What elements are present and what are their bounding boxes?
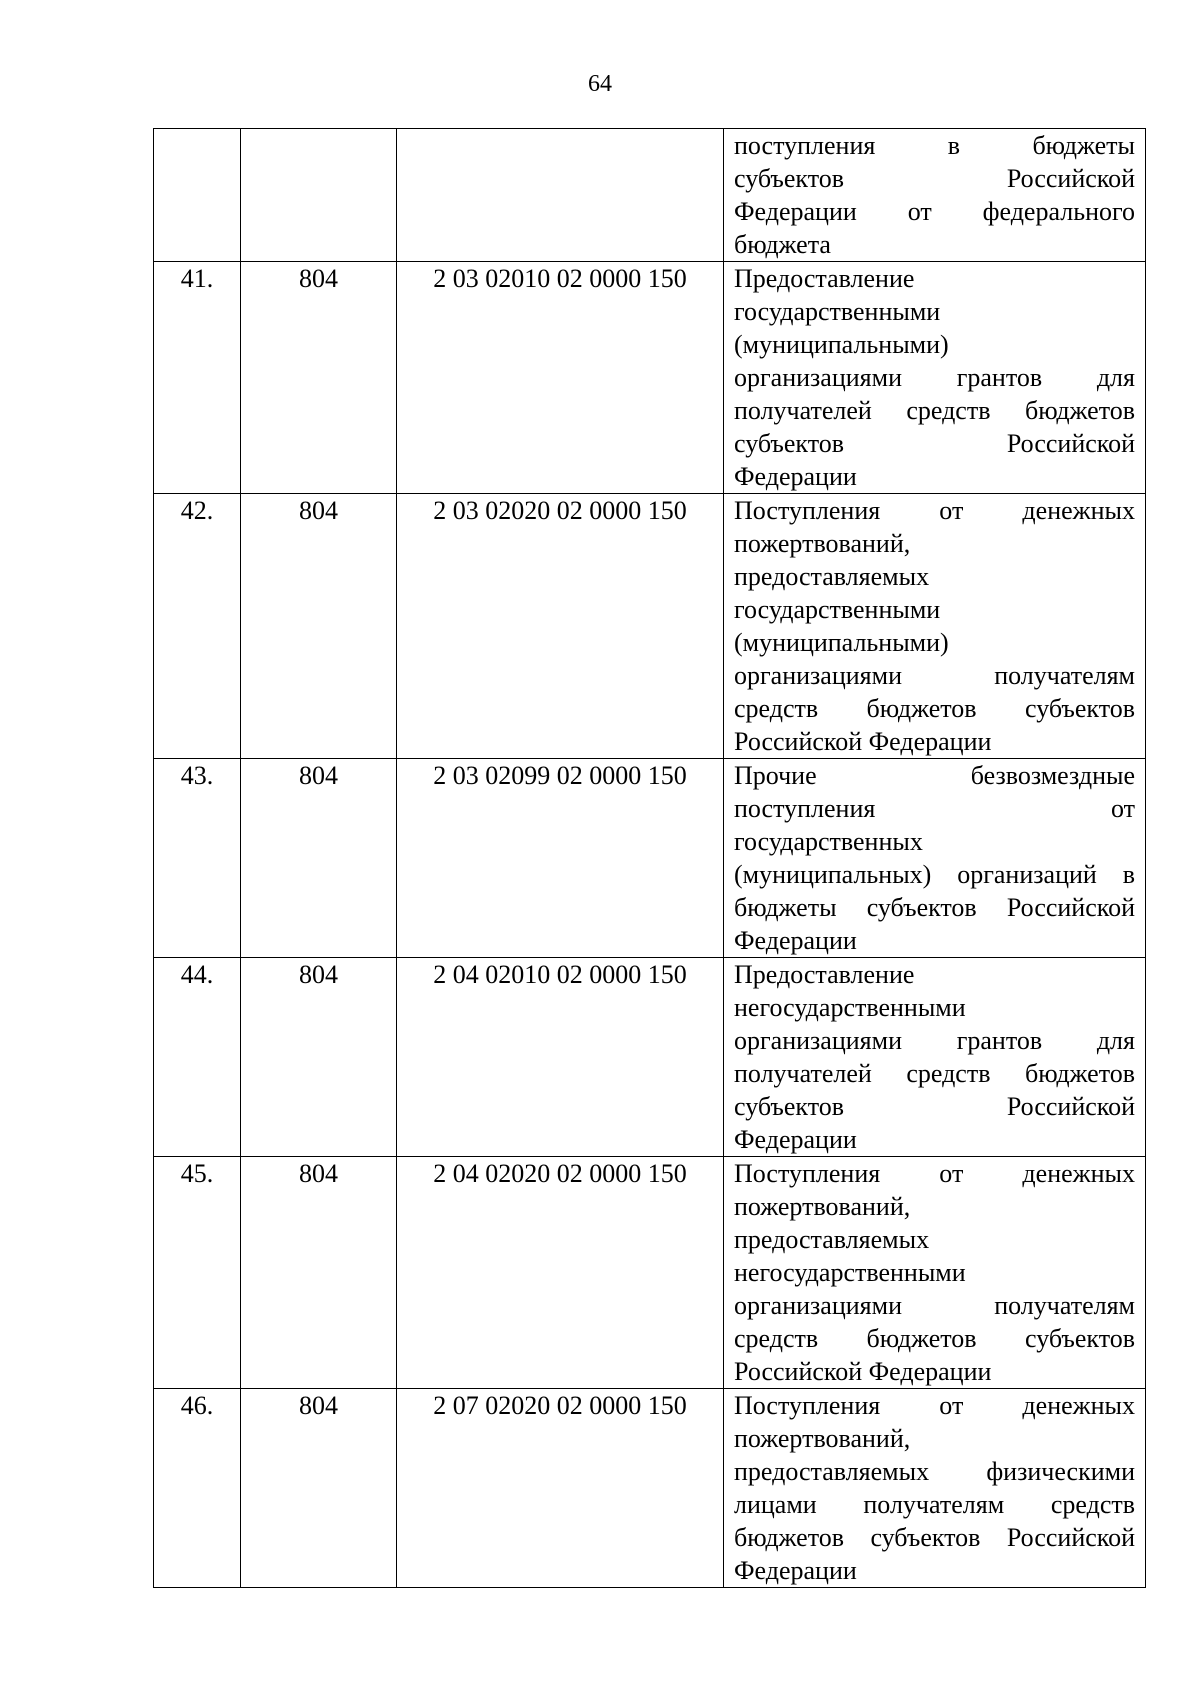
administrator-code-cell: 804: [241, 958, 397, 1157]
description-line: Прочие безвозмездные: [734, 761, 1135, 790]
row-number-cell: 41.: [154, 262, 241, 494]
budget-classification-code-cell: 2 03 02099 02 0000 150: [397, 759, 724, 958]
description-line: (муниципальных) организаций в: [734, 860, 1135, 889]
row-number-cell: [154, 129, 241, 262]
description-line: бюджета: [734, 230, 831, 259]
description-line: средств бюджетов субъектов: [734, 1324, 1135, 1353]
description-line: Российской Федерации: [734, 727, 992, 756]
revenue-description-cell: [724, 759, 1146, 958]
row-number-cell: 43.: [154, 759, 241, 958]
administrator-code-cell: 804: [241, 1389, 397, 1588]
description-line: организациями получателям: [734, 1291, 1135, 1320]
description-line: государственными: [734, 595, 941, 624]
budget-classification-code-cell: 2 04 02020 02 0000 150: [397, 1157, 724, 1389]
description-line: Предоставление: [734, 960, 915, 989]
description-line: Федерации: [734, 926, 857, 955]
revenue-description-cell: [724, 1389, 1146, 1588]
description-line: предоставляемых: [734, 562, 930, 591]
table-row: [154, 494, 1146, 759]
description-line: организациями грантов для: [734, 1026, 1135, 1055]
description-line: Федерации: [734, 1125, 857, 1154]
description-line: бюджеты субъектов Российской: [734, 893, 1135, 922]
description-line: получателей средств бюджетов: [734, 396, 1135, 425]
revenue-description-cell: [724, 1157, 1146, 1389]
description-line: предоставляемых физическими: [734, 1457, 1135, 1486]
description-line: лицами получателям средств: [734, 1490, 1135, 1519]
description-line: субъектов Российской: [734, 164, 1135, 193]
description-line: государственными: [734, 297, 941, 326]
description-line: организациями грантов для: [734, 363, 1135, 392]
administrator-code-cell: 804: [241, 759, 397, 958]
description-line: поступления в бюджеты: [734, 131, 1135, 160]
administrator-code-cell: [241, 129, 397, 262]
description-line: поступления от: [734, 794, 1135, 823]
row-number-cell: 44.: [154, 958, 241, 1157]
description-line: Федерации: [734, 462, 857, 491]
row-number-cell: 42.: [154, 494, 241, 759]
budget-classification-code-cell: 2 04 02010 02 0000 150: [397, 958, 724, 1157]
description-line: субъектов Российской: [734, 429, 1135, 458]
budget-classification-code-cell: 2 07 02020 02 0000 150: [397, 1389, 724, 1588]
description-line: Предоставление: [734, 264, 915, 293]
table-body: [154, 129, 1146, 1588]
description-line: субъектов Российской: [734, 1092, 1135, 1121]
budget-revenue-table: [153, 128, 1146, 1588]
revenue-description-cell: [724, 262, 1146, 494]
description-line: негосударственными: [734, 1258, 966, 1287]
row-number-cell: 46.: [154, 1389, 241, 1588]
description-line: Поступления от денежных: [734, 1391, 1135, 1420]
description-line: Федерации от федерального: [734, 197, 1135, 226]
description-line: Российской Федерации: [734, 1357, 992, 1386]
table-row: [154, 1389, 1146, 1588]
revenue-description-cell: [724, 494, 1146, 759]
administrator-code-cell: 804: [241, 494, 397, 759]
table-row: [154, 958, 1146, 1157]
description-line: пожертвований,: [734, 1424, 911, 1453]
table-row: [154, 759, 1146, 958]
revenue-description-cell: [724, 958, 1146, 1157]
description-line: государственных: [734, 827, 923, 856]
description-line: Поступления от денежных: [734, 496, 1135, 525]
revenue-description-cell: [724, 129, 1146, 262]
description-line: бюджетов субъектов Российской: [734, 1523, 1135, 1552]
description-line: средств бюджетов субъектов: [734, 694, 1135, 723]
table-row: [154, 1157, 1146, 1389]
description-line: Поступления от денежных: [734, 1159, 1135, 1188]
budget-classification-code-cell: [397, 129, 724, 262]
table-row: [154, 262, 1146, 494]
description-line: организациями получателям: [734, 661, 1135, 690]
description-line: пожертвований,: [734, 529, 911, 558]
description-line: предоставляемых: [734, 1225, 930, 1254]
description-line: (муниципальными): [734, 330, 949, 359]
description-line: негосударственными: [734, 993, 966, 1022]
row-number-cell: 45.: [154, 1157, 241, 1389]
administrator-code-cell: 804: [241, 1157, 397, 1389]
continuation-row: [154, 129, 1146, 262]
description-line: (муниципальными): [734, 628, 949, 657]
description-line: пожертвований,: [734, 1192, 911, 1221]
administrator-code-cell: 804: [241, 262, 397, 494]
description-line: получателей средств бюджетов: [734, 1059, 1135, 1088]
budget-classification-code-cell: 2 03 02010 02 0000 150: [397, 262, 724, 494]
description-line: Федерации: [734, 1556, 857, 1585]
page-number: 64: [588, 71, 612, 97]
budget-classification-code-cell: 2 03 02020 02 0000 150: [397, 494, 724, 759]
